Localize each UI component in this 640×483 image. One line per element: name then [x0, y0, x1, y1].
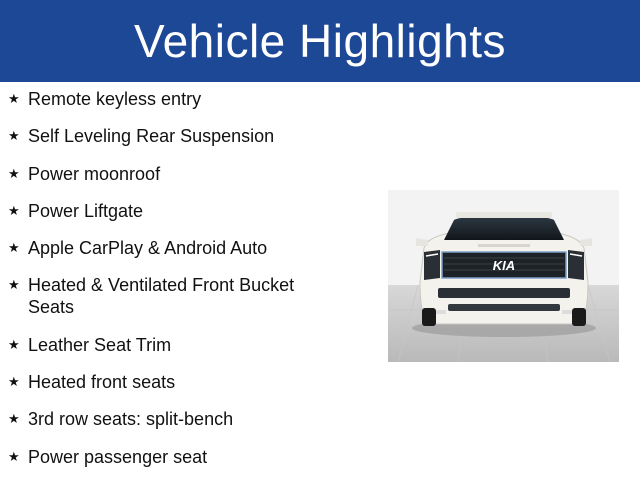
highlight-label: Remote keyless entry	[28, 89, 202, 109]
vehicle-front-illustration	[388, 190, 619, 362]
star-icon: ★	[8, 240, 20, 256]
highlight-label: Self Leveling Rear Suspension	[28, 126, 275, 147]
star-icon: ★	[8, 336, 20, 352]
highlights-list	[6, 88, 336, 483]
list-item	[6, 334, 336, 356]
star-icon: ★	[8, 202, 20, 218]
highlight-label: 3rd row seats: split-bench	[28, 409, 234, 430]
list-item	[6, 88, 336, 110]
star-icon: ★	[8, 165, 20, 181]
star-icon: ★	[8, 374, 20, 390]
list-item	[6, 237, 336, 259]
list-item	[6, 200, 336, 222]
list-item	[6, 125, 336, 147]
star-icon: ★	[8, 411, 20, 427]
highlight-label: Apple CarPlay & Android Auto	[28, 238, 268, 259]
highlight-label: Heated front seats	[28, 372, 176, 393]
star-icon: ★	[8, 128, 20, 144]
highlight-label: Heated & Ventilated Front Bucket Seats	[28, 275, 295, 318]
list-item	[6, 163, 336, 185]
page-title: Vehicle Highlights	[133, 15, 507, 67]
star-icon: ★	[8, 91, 20, 106]
star-icon: ★	[8, 277, 20, 293]
highlight-label: Power moonroof	[28, 163, 161, 184]
highlight-label: Power passenger seat	[28, 446, 208, 467]
kia-badge: KIA	[492, 258, 516, 273]
highlight-label: Leather Seat Trim	[28, 334, 172, 355]
vehicle-photo	[388, 190, 619, 362]
list-item	[6, 371, 336, 393]
star-icon: ★	[8, 448, 20, 464]
page-header	[0, 0, 640, 82]
list-item	[6, 446, 336, 468]
list-item	[6, 274, 336, 318]
list-item	[6, 408, 336, 430]
highlight-label: Power Liftgate	[28, 200, 144, 221]
